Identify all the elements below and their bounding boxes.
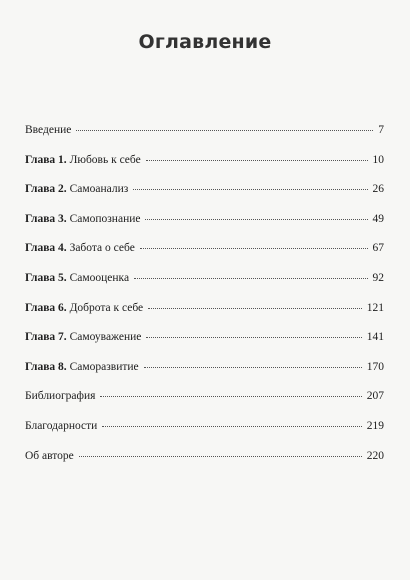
dot-leader [148,308,362,309]
dot-leader [144,367,362,368]
toc-chapter-label: Глава 7. [25,331,67,344]
toc-page-number: 170 [366,360,384,373]
toc-entry-acknowledgements [25,420,384,450]
toc-entry-text [25,361,139,373]
toc-entry-text [25,390,95,402]
toc-entry-chapter-4 [25,242,384,272]
toc-page-number: 220 [366,449,384,462]
toc-entry-chapter-3 [25,213,384,243]
toc-page-number: 67 [372,242,384,255]
dot-leader [145,219,367,220]
toc-entry-chapter-7 [25,331,384,361]
toc-page-number: 10 [372,153,384,166]
toc-page-number: 26 [372,183,384,196]
toc-entry-title: Самооценка [69,271,130,284]
toc-entry-text [25,420,97,432]
toc-entry-title: Самоуважение [69,331,142,344]
toc-chapter-label: Глава 5. [25,271,67,284]
toc-chapter-label: Глава 1. [25,153,67,166]
toc-page-number: 219 [366,419,384,432]
toc-page-number: 121 [366,301,384,314]
dot-leader [79,456,362,457]
table-of-contents [25,124,384,479]
dot-leader [133,189,367,190]
toc-chapter-label: Глава 8. [25,360,67,373]
toc-entry-text [25,213,140,225]
toc-entry-introduction [25,124,384,154]
toc-entry-title: Саморазвитие [69,360,139,373]
toc-entry-title: Самопознание [69,212,141,225]
toc-entry-text [25,450,74,462]
toc-page-number: 49 [372,212,384,225]
toc-entry-bibliography [25,390,384,420]
toc-entry-title: Любовь к себе [69,153,141,166]
toc-entry-chapter-2 [25,183,384,213]
toc-entry-title: Библиография [25,390,96,403]
dot-leader [146,160,368,161]
dot-leader [134,278,367,279]
toc-entry-title: Об авторе [25,449,74,462]
toc-entry-chapter-5 [25,272,384,302]
toc-entry-text [25,302,143,314]
toc-entry-text [25,331,141,343]
toc-chapter-label: Глава 6. [25,301,67,314]
toc-entry-text [25,183,128,195]
dot-leader [100,396,361,397]
toc-page-number: 92 [372,271,384,284]
toc-entry-title: Доброта к себе [69,301,144,314]
toc-entry-title: Введение [25,124,72,136]
toc-entry-title: Забота о себе [69,242,135,255]
toc-chapter-label: Глава 3. [25,212,67,225]
toc-entry-about-author [25,450,384,480]
toc-entry-text [25,154,141,166]
dot-leader [146,337,361,338]
toc-entry-text [25,124,71,136]
toc-entry-text [25,242,135,254]
toc-page-number: 141 [366,331,384,344]
toc-entry-chapter-1 [25,154,384,184]
toc-entry-title: Благодарности [25,419,98,432]
toc-entry-text [25,272,129,284]
toc-entry-title: Самоанализ [69,183,129,196]
page-title: Оглавление [138,31,272,53]
dot-leader [102,426,361,427]
toc-entry-chapter-8 [25,361,384,391]
toc-page-number: 7 [378,124,384,136]
toc-entry-chapter-6 [25,302,384,332]
toc-chapter-label: Глава 2. [25,183,67,196]
dot-leader [140,248,368,249]
toc-page-number: 207 [366,390,384,403]
toc-chapter-label: Глава 4. [25,242,67,255]
dot-leader [76,130,373,131]
